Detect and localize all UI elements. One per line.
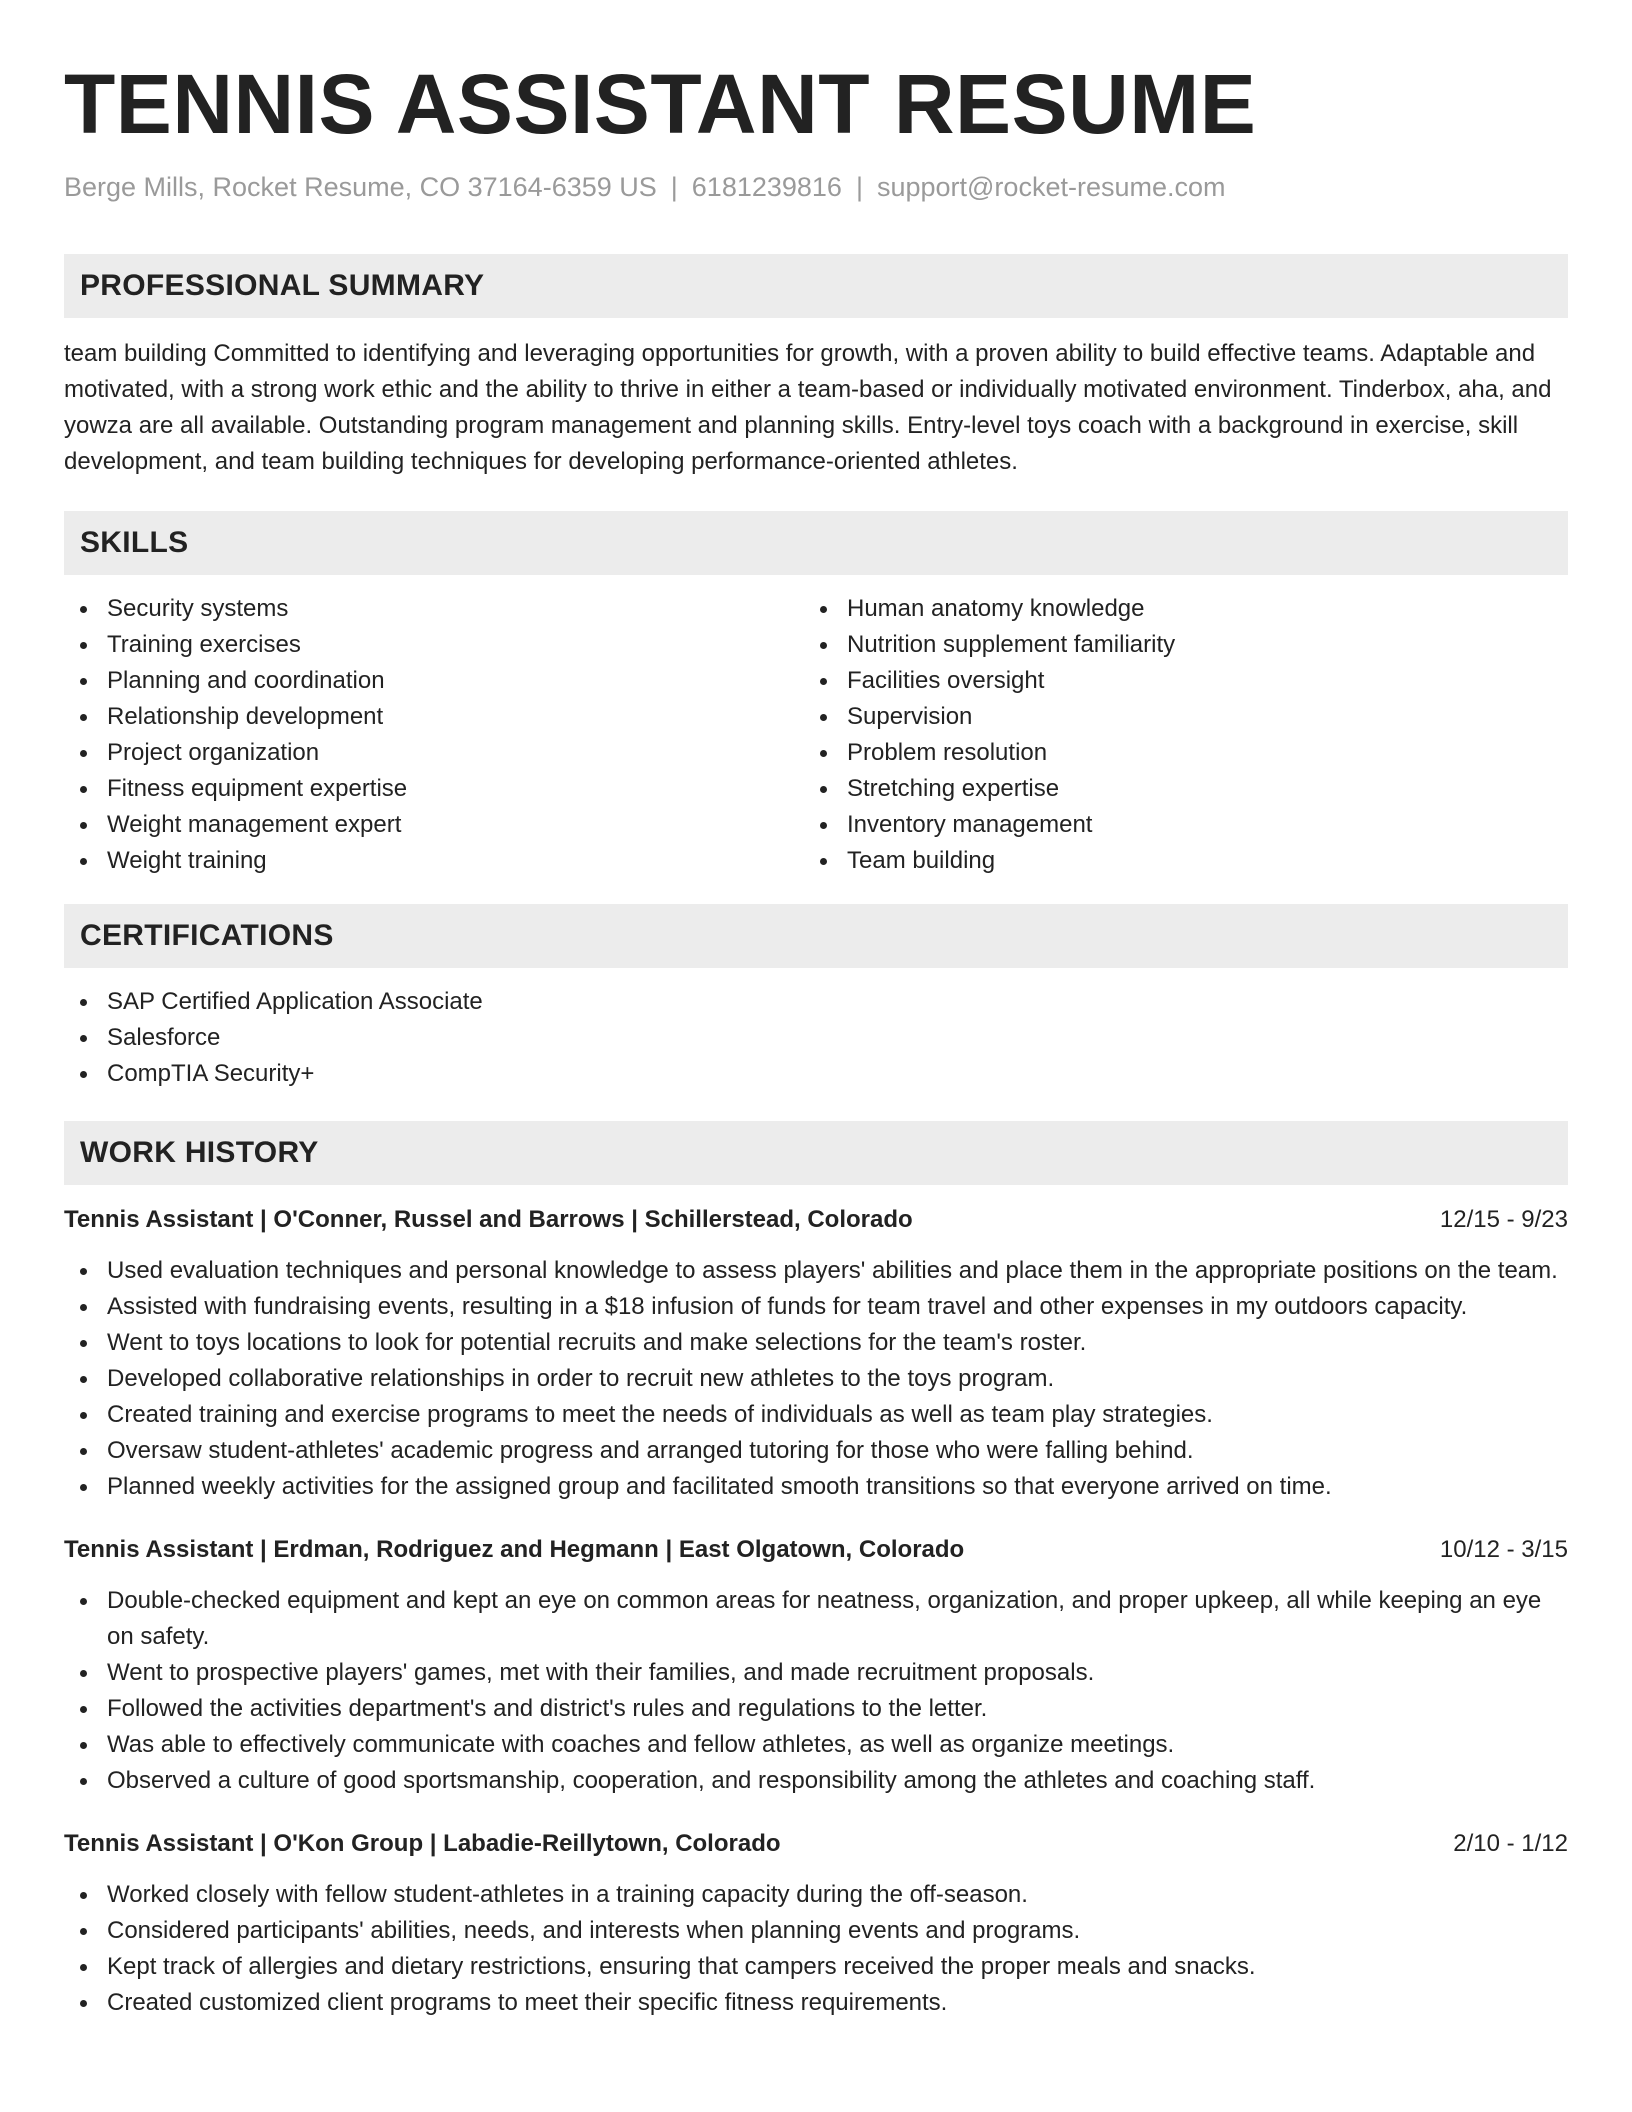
job-bullets: [64, 1253, 1568, 1505]
job-header: [64, 1827, 1568, 1861]
certification-item: Salesforce: [64, 1020, 1568, 1056]
job-dates: 12/15 - 9/23: [1439, 1206, 1568, 1233]
skill-item: Security systems: [64, 591, 804, 627]
job-bullet: Was able to effectively communicate with coaches and fellow athletes, as well as organize meetings.: [64, 1727, 1568, 1763]
job-bullet: Oversaw student-athletes' academic progress and arranged tutoring for those who were falling behind.: [64, 1433, 1568, 1469]
job-bullets: [64, 1583, 1568, 1799]
section-heading-certifications: CERTIFICATIONS: [64, 904, 1568, 968]
skill-item: Relationship development: [64, 699, 804, 735]
job-bullet: Created customized client programs to meet their specific fitness requirements.: [64, 1985, 1568, 2021]
skill-item: Inventory management: [804, 807, 1544, 843]
skill-item: Stretching expertise: [804, 771, 1544, 807]
job-bullet: Observed a culture of good sportsmanship, cooperation, and responsibility among the athletes and coaching staff.: [64, 1763, 1568, 1799]
job-title: Tennis Assistant | O'Conner, Russel and Barrows | Schillerstead, Colorado: [64, 1206, 913, 1233]
job-entry: [64, 1827, 1568, 2021]
contact-email: support@rocket-resume.com: [876, 172, 1226, 202]
job-bullet: Went to toys locations to look for potential recruits and make selections for the team's roster.: [64, 1325, 1568, 1361]
skill-item: Problem resolution: [804, 735, 1544, 771]
job-bullet: Worked closely with fellow student-athletes in a training capacity during the off-season.: [64, 1877, 1568, 1913]
skill-item: Team building: [804, 843, 1544, 879]
certification-item: CompTIA Security+: [64, 1056, 1568, 1092]
summary-text: team building Committed to identifying and leveraging opportunities for growth, with a proven ability to build effective teams. Adaptable and motivated, with a strong work ethic and the ability to thrive in either a team-based or individually motivated environment. Tinderbox, aha, and yowza are all available. Outstanding program management and planning skills. Entry-level toys coach with a background in exercise, skill development, and team building techniques for developing performance-oriented athletes.: [64, 340, 1552, 475]
section-heading-skills: SKILLS: [64, 511, 1568, 575]
job-bullet: Considered participants' abilities, needs, and interests when planning events and programs.: [64, 1913, 1568, 1949]
skills-column-left: [64, 591, 804, 879]
skill-item: Supervision: [804, 699, 1544, 735]
job-header: [64, 1533, 1568, 1567]
job-dates: 10/12 - 3/15: [1439, 1536, 1568, 1563]
contact-line: [64, 170, 1568, 204]
job-bullets: [64, 1877, 1568, 2021]
certification-item: SAP Certified Application Associate: [64, 984, 1568, 1020]
skills-column-right: [804, 591, 1544, 879]
job-bullet: Created training and exercise programs to meet the needs of individuals as well as team play strategies.: [64, 1397, 1568, 1433]
section-heading-summary: PROFESSIONAL SUMMARY: [64, 254, 1568, 318]
skill-item: Fitness equipment expertise: [64, 771, 804, 807]
skill-item: Weight training: [64, 843, 804, 879]
job-entry: [64, 1203, 1568, 1505]
job-bullet: Followed the activities department's and district's rules and regulations to the letter.: [64, 1691, 1568, 1727]
contact-address: Berge Mills, Rocket Resume, CO 37164-6359 US: [64, 172, 657, 202]
job-bullet: Assisted with fundraising events, resulting in a $18 infusion of funds for team travel and other expenses in my outdoors capacity.: [64, 1289, 1568, 1325]
job-entry: [64, 1533, 1568, 1799]
job-bullet: Double-checked equipment and kept an eye on common areas for neatness, organization, and proper upkeep, all while keeping an eye on safety.: [64, 1583, 1568, 1655]
job-bullet: Kept track of allergies and dietary restrictions, ensuring that campers received the proper meals and snacks.: [64, 1949, 1568, 1985]
job-dates: 2/10 - 1/12: [1453, 1830, 1568, 1857]
skill-item: Training exercises: [64, 627, 804, 663]
certifications-list: [64, 984, 1568, 1092]
skills-grid: [64, 591, 1568, 879]
contact-phone: 6181239816: [691, 172, 842, 202]
job-title: Tennis Assistant | Erdman, Rodriguez and Hegmann | East Olgatown, Colorado: [64, 1536, 965, 1563]
skill-item: Project organization: [64, 735, 804, 771]
contact-separator: |: [670, 172, 678, 202]
skill-item: Human anatomy knowledge: [804, 591, 1544, 627]
job-title: Tennis Assistant | O'Kon Group | Labadie-Reillytown, Colorado: [64, 1830, 781, 1857]
skill-item: Nutrition supplement familiarity: [804, 627, 1544, 663]
job-header: [64, 1203, 1568, 1237]
skill-item: Facilities oversight: [804, 663, 1544, 699]
job-bullet: Developed collaborative relationships in order to recruit new athletes to the toys program.: [64, 1361, 1568, 1397]
skill-item: Weight management expert: [64, 807, 804, 843]
job-bullet: Went to prospective players' games, met with their families, and made recruitment proposals.: [64, 1655, 1568, 1691]
contact-separator: |: [855, 172, 863, 202]
section-heading-work-history: WORK HISTORY: [64, 1121, 1568, 1185]
job-bullet: Used evaluation techniques and personal knowledge to assess players' abilities and place them in the appropriate positions on the team.: [64, 1253, 1568, 1289]
job-bullet: Planned weekly activities for the assigned group and facilitated smooth transitions so that everyone arrived on time.: [64, 1469, 1568, 1505]
skill-item: Planning and coordination: [64, 663, 804, 699]
resume-title: TENNIS ASSISTANT RESUME: [64, 57, 1257, 151]
